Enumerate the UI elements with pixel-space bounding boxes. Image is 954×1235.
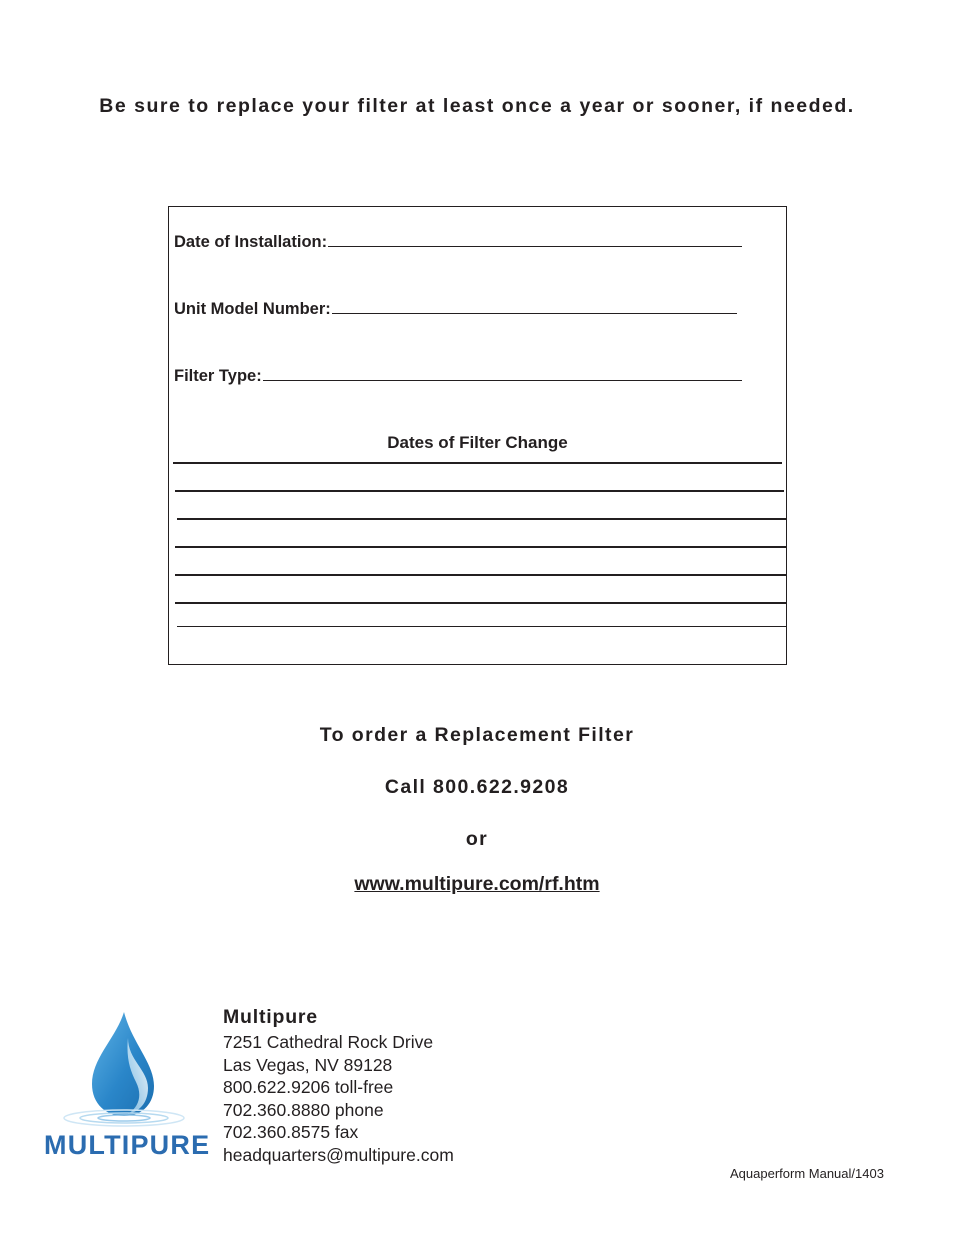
phone-number: 702.360.8880 phone [223,1100,384,1120]
date-change-line[interactable] [175,490,784,492]
date-change-line[interactable] [177,626,786,627]
date-change-line[interactable] [177,518,786,520]
filter-type-label: Filter Type: [174,367,262,385]
company-name: Multipure [223,1006,318,1028]
document-id: Aquaperform Manual/1403 [730,1166,884,1181]
multipure-logo [44,1008,214,1158]
date-change-line[interactable] [175,546,786,548]
installation-date-blank[interactable] [328,232,742,247]
order-or: or [465,828,489,850]
filter-record-form [168,206,787,665]
model-number-blank[interactable] [332,299,737,314]
address-city: Las Vegas, NV 89128 [223,1055,393,1075]
order-heading: To order a Replacement Filter [319,724,635,746]
water-drop-icon [64,1012,184,1126]
filter-type-blank[interactable] [263,366,742,381]
toll-free-number: 800.622.9206 toll-free [223,1077,394,1097]
multipure-wordmark: MULTIPURE [44,1130,211,1158]
contact-email[interactable]: headquarters@multipure.com [223,1145,454,1165]
date-change-line[interactable] [175,602,786,604]
model-number-field[interactable] [174,299,737,319]
installation-date-field[interactable] [174,232,742,252]
replace-filter-notice: Be sure to replace your filter at least once a year or sooner, if needed. [99,95,855,117]
dates-of-filter-change-heading: Dates of Filter Change [387,433,568,452]
filter-type-field[interactable] [174,366,742,386]
installation-date-label: Date of Installation: [174,233,328,251]
fax-number: 702.360.8575 fax [223,1122,359,1142]
order-phone: Call 800.622.9208 [384,776,570,798]
model-number-label: Unit Model Number: [174,300,331,318]
date-change-line[interactable] [173,462,782,464]
address-street: 7251 Cathedral Rock Drive [223,1032,434,1052]
replacement-filter-link[interactable]: www.multipure.com/rf.htm [354,873,600,895]
date-change-line[interactable] [175,574,786,576]
